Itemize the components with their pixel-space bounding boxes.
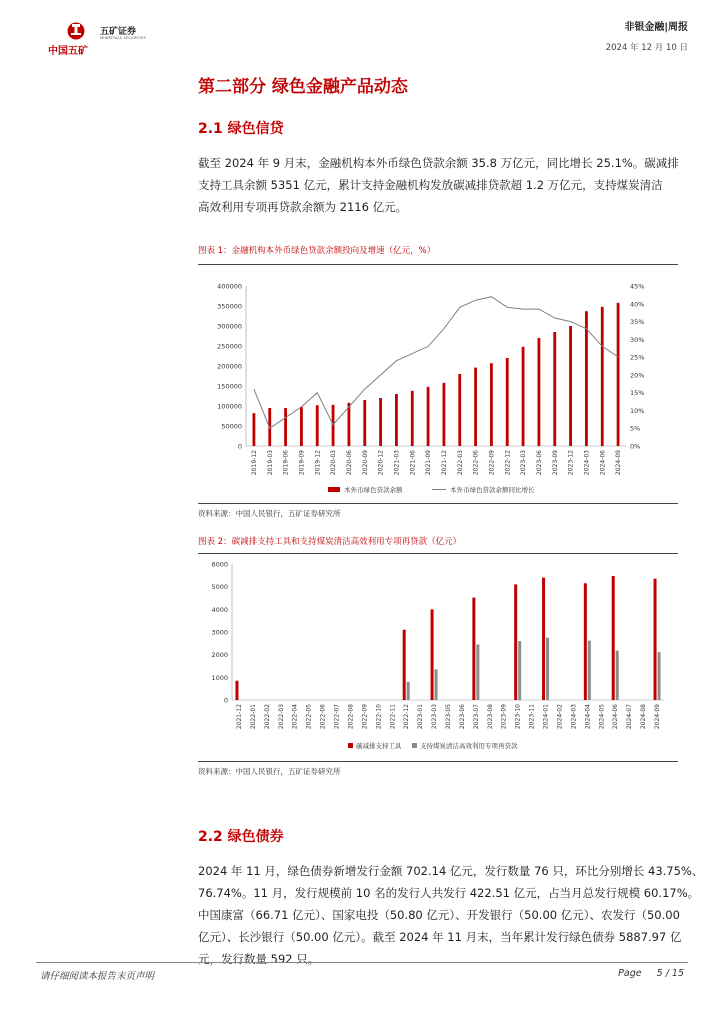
figure-2-source: 资料来源：中国人民银行，五矿证券研究所 — [198, 767, 341, 776]
x-tick-label: 2023-03 — [431, 704, 439, 730]
x-tick-label: 2024-02 — [556, 704, 564, 730]
x-tick-label: 2023-12 — [567, 450, 575, 476]
bar-green-loan-balance — [300, 407, 303, 446]
paragraph-line: 2024 年 11 月，绿色债券新增发行金额 702.14 亿元，发行数量 76 只，环比分别增长 43.75%、 — [198, 864, 704, 878]
y-tick-label: 4000 — [211, 605, 228, 614]
x-tick-label: 2024-06 — [612, 704, 620, 730]
x-tick-label: 2023-08 — [486, 704, 494, 730]
bar-coal-clean-relending — [588, 641, 591, 700]
bar-green-loan-balance — [585, 311, 588, 446]
bar-green-loan-balance — [522, 347, 525, 446]
y2-tick-label: 40% — [630, 300, 645, 309]
x-tick-label: 2023-06 — [458, 704, 466, 730]
x-tick-label: 2022-01 — [249, 704, 257, 730]
paragraph-line: 截至 2024 年 9 月末，金融机构本外币绿色贷款余额 35.8 万亿元，同比增长 25.1%。碳减排 — [198, 156, 679, 170]
figure-1-top-rule — [198, 264, 678, 265]
x-tick-label: 2022-11 — [389, 704, 397, 730]
bar-carbon-reduction-tool — [235, 681, 238, 700]
bar-green-loan-balance — [316, 405, 319, 446]
bar-green-loan-balance — [427, 387, 430, 446]
bar-carbon-reduction-tool — [431, 609, 434, 700]
x-tick-label: 2022-09 — [361, 704, 369, 730]
x-tick-label: 2022-02 — [263, 704, 271, 730]
x-tick-label: 2020-12 — [377, 450, 385, 476]
y2-tick-label: 25% — [630, 353, 645, 362]
bar-carbon-reduction-tool — [403, 630, 406, 700]
bar-carbon-reduction-tool — [654, 579, 657, 700]
x-tick-label: 2023-09 — [500, 704, 508, 730]
legend-label: 碳减排支持工具 — [356, 742, 402, 750]
x-tick-label: 2022-03 — [277, 704, 285, 730]
y-tick-label: 6000 — [211, 560, 228, 569]
y2-tick-label: 30% — [630, 335, 645, 344]
y-tick-label: 300000 — [217, 322, 242, 331]
paragraph-line: 76.74%。11 月，发行规模前 10 名的发行人共发行 422.51 亿元，占当月总发行规模 60.17%。 — [198, 886, 700, 900]
x-tick-label: 2022-06 — [319, 704, 327, 730]
bar-green-loan-balance — [348, 403, 351, 446]
figure-2-caption: 图表 2：碳减排支持工具和支持煤炭清洁高效利用专项再贷款（亿元） — [198, 537, 462, 547]
x-tick-label: 2023-05 — [445, 704, 452, 730]
bar-coal-clean-relending — [658, 652, 661, 700]
legend-label: 本外币绿色贷款余额 — [344, 486, 403, 494]
y-tick-label: 250000 — [217, 342, 242, 351]
x-tick-label: 2019-12 — [314, 450, 322, 476]
securities-name-en: MINMETALS SECURITIES — [100, 36, 146, 40]
x-tick-label: 2021-06 — [409, 450, 417, 476]
securities-name-cn: 五矿证券 — [100, 27, 137, 37]
paragraph-line: 中国康富（66.71 亿元）、国家电投（50.80 亿元）、开发银行（50.00 亿元）、农发行（50.00 — [198, 908, 680, 922]
bar-green-loan-balance — [284, 408, 287, 446]
bar-coal-clean-relending — [616, 651, 619, 700]
x-tick-label: 2024-07 — [626, 704, 634, 730]
report-type: 非银金融|周报 — [624, 22, 688, 33]
paragraph-line: 元，发行数量 592 只。 — [198, 952, 320, 966]
x-tick-label: 2022-05 — [305, 704, 313, 730]
x-tick-label: 2022-12 — [403, 704, 411, 730]
y2-tick-label: 5% — [630, 424, 641, 433]
legend-label: 支持煤炭清洁高效利用专项再贷款 — [420, 742, 518, 750]
x-tick-label: 2023-01 — [417, 704, 425, 730]
bar-carbon-reduction-tool — [472, 598, 475, 700]
bar-coal-clean-relending — [476, 644, 479, 700]
bar-coal-clean-relending — [518, 641, 521, 700]
x-tick-label: 2020-03 — [330, 450, 338, 476]
legend-swatch-bar — [412, 743, 417, 748]
bar-green-loan-balance — [458, 374, 461, 446]
x-tick-label: 2022-09 — [488, 450, 496, 476]
bar-carbon-reduction-tool — [612, 576, 615, 700]
company-logo — [48, 20, 148, 56]
footer-rule — [36, 962, 688, 963]
y-tick-label: 1000 — [211, 673, 228, 682]
report-header — [606, 18, 688, 53]
x-tick-label: 2021-12 — [235, 704, 243, 730]
x-tick-label: 2024-09 — [654, 704, 662, 730]
section-title-green-credit: 2.1 绿色信贷 — [198, 121, 284, 137]
y2-tick-label: 15% — [630, 389, 645, 398]
page-number: 5 / 15 — [656, 968, 684, 979]
page-label: Page — [618, 968, 642, 979]
bar-carbon-reduction-tool — [514, 584, 517, 700]
x-tick-label: 2022-06 — [472, 450, 480, 476]
paragraph-line: 亿元）、长沙银行（50.00 亿元）。截至 2024 年 11 月末，当年累计发行绿色债券 5887.97 亿 — [198, 930, 682, 944]
legend-swatch-bar — [348, 743, 353, 748]
logo-mark-icon — [66, 20, 86, 40]
bar-carbon-reduction-tool — [542, 578, 545, 700]
x-tick-label: 2022-03 — [456, 450, 464, 476]
page-indicator — [618, 968, 684, 979]
y-tick-label: 0 — [223, 696, 228, 705]
y-tick-label: 2000 — [211, 651, 228, 660]
x-tick-label: 2023-11 — [528, 704, 536, 730]
bar-carbon-reduction-tool — [584, 583, 587, 700]
paragraph-line: 高效利用专项再贷款余额为 2116 亿元。 — [198, 200, 408, 214]
x-tick-label: 2022-10 — [375, 704, 383, 730]
x-tick-label: 2024-03 — [570, 704, 578, 730]
y-tick-label: 0 — [237, 442, 242, 451]
part-title: 第二部分 绿色金融产品动态 — [198, 77, 408, 97]
bar-green-loan-balance — [601, 307, 604, 446]
x-tick-label: 2024-06 — [599, 450, 607, 476]
y-tick-label: 100000 — [217, 402, 242, 411]
y-tick-label: 50000 — [221, 422, 242, 431]
green-credit-paragraph — [198, 152, 688, 218]
x-tick-label: 2023-09 — [551, 450, 559, 476]
x-tick-label: 2023-10 — [514, 704, 522, 730]
figure-1-source: 资料来源：中国人民银行，五矿证券研究所 — [198, 509, 341, 518]
x-tick-label: 2022-04 — [291, 704, 299, 730]
x-tick-label: 2023-03 — [520, 450, 528, 476]
bar-green-loan-balance — [506, 358, 509, 446]
figure-2-top-rule — [198, 553, 678, 554]
bar-coal-clean-relending — [546, 638, 549, 700]
figure-2-chart — [198, 556, 678, 758]
bar-green-loan-balance — [253, 413, 256, 446]
x-tick-label: 2021-03 — [393, 450, 401, 476]
logo-text: 中国五矿 — [48, 46, 88, 57]
bar-green-loan-balance — [411, 391, 414, 446]
bar-green-loan-balance — [569, 326, 572, 446]
y-tick-label: 150000 — [217, 382, 242, 391]
bar-green-loan-balance — [553, 332, 556, 446]
legend-label: 本外币绿色贷款余额同比增长 — [450, 486, 535, 494]
legend-swatch-bar — [328, 487, 340, 492]
bar-green-loan-balance — [395, 394, 398, 446]
bar-green-loan-balance — [379, 398, 382, 446]
x-tick-label: 2021-12 — [440, 450, 448, 476]
bar-green-loan-balance — [538, 338, 541, 446]
figure-2-bottom-rule — [198, 761, 678, 762]
y-tick-label: 3000 — [211, 628, 228, 637]
x-tick-label: 2024-01 — [542, 704, 550, 730]
x-tick-label: 2022-12 — [504, 450, 512, 476]
y-tick-label: 200000 — [217, 362, 242, 371]
figure-1-caption: 图表 1：金融机构本外币绿色贷款余额投向及增速（亿元，%） — [198, 246, 436, 256]
bar-coal-clean-relending — [407, 682, 410, 700]
x-tick-label: 2019-06 — [282, 450, 290, 476]
bar-coal-clean-relending — [435, 669, 438, 700]
paragraph-line: 支持工具余额 5351 亿元，累计支持金融机构发放碳减排贷款超 1.2 万亿元，支持煤炭清洁 — [198, 178, 663, 192]
y-tick-label: 5000 — [211, 583, 228, 592]
bar-green-loan-balance — [617, 303, 620, 446]
x-tick-label: 2023-06 — [535, 450, 543, 476]
y2-tick-label: 0% — [630, 442, 641, 451]
x-tick-label: 2024-09 — [615, 450, 623, 476]
report-date: 2024 年 12 月 10 日 — [605, 43, 688, 53]
x-tick-label: 2019-03 — [266, 450, 274, 476]
x-tick-label: 2020-09 — [361, 450, 369, 476]
x-tick-label: 2021-09 — [425, 450, 433, 476]
x-tick-label: 2024-05 — [598, 704, 606, 730]
y-tick-label: 400000 — [217, 282, 242, 291]
x-tick-label: 2020-06 — [345, 450, 353, 476]
x-tick-label: 2019-12 — [250, 450, 258, 476]
y2-tick-label: 45% — [630, 282, 645, 291]
x-tick-label: 2024-08 — [640, 704, 648, 730]
line-yoy-growth — [254, 297, 618, 429]
x-tick-label: 2023-07 — [472, 704, 480, 730]
x-tick-label: 2022-08 — [347, 704, 355, 730]
section-title-green-bonds: 2.2 绿色债券 — [198, 829, 284, 845]
figure-1-chart — [198, 268, 678, 500]
green-bonds-paragraph — [198, 860, 704, 970]
bar-green-loan-balance — [443, 383, 446, 446]
bar-green-loan-balance — [490, 363, 493, 446]
y2-tick-label: 10% — [630, 406, 645, 415]
footer-disclaimer: 请仔细阅读本报告末页声明 — [40, 971, 155, 982]
y2-tick-label: 35% — [630, 318, 645, 327]
x-tick-label: 2019-09 — [298, 450, 306, 476]
x-tick-label: 2024-04 — [584, 704, 592, 730]
bar-green-loan-balance — [363, 400, 366, 446]
y-tick-label: 350000 — [217, 302, 242, 311]
x-tick-label: 2024-03 — [583, 450, 591, 476]
x-tick-label: 2022-07 — [333, 704, 341, 730]
y2-tick-label: 20% — [630, 371, 645, 380]
bar-green-loan-balance — [474, 368, 477, 446]
figure-1-bottom-rule — [198, 503, 678, 504]
